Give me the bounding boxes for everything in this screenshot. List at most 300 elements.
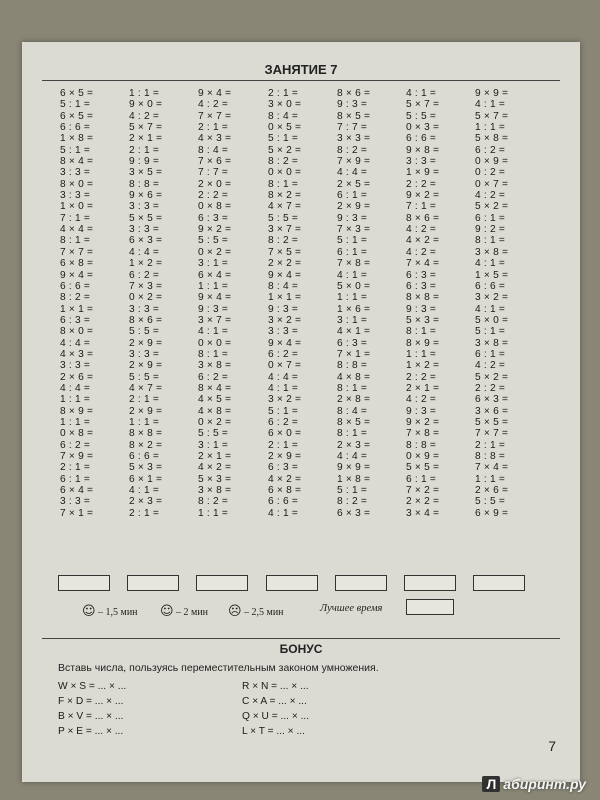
- exercise-item: 6 × 0 =: [268, 428, 302, 440]
- exercise-item: 5 : 5 =: [198, 235, 229, 247]
- exercise-item: 4 : 4 =: [337, 167, 368, 179]
- exercise-item: 3 : 3 =: [268, 326, 299, 338]
- exercise-column: [129, 88, 191, 519]
- exercise-item: 9 × 0 =: [129, 99, 163, 111]
- exercise-item: 9 : 3 =: [198, 303, 229, 315]
- exercise-item: 2 × 2 =: [406, 496, 440, 508]
- exercise-item: 0 × 3 =: [406, 122, 440, 134]
- exercise-item: 7 × 7 =: [60, 246, 94, 258]
- answer-box[interactable]: [58, 575, 110, 591]
- exercise-item: 2 × 9 =: [268, 451, 302, 462]
- exercise-item: 7 × 7 =: [198, 110, 232, 122]
- exercise-item: 5 : 5 =: [475, 496, 506, 508]
- exercise-item: 7 × 9 =: [60, 451, 94, 462]
- exercise-item: 3 × 2 =: [268, 394, 302, 406]
- exercise-item: 6 : 6 =: [268, 496, 299, 508]
- exercise-item: 9 × 4 =: [198, 88, 232, 99]
- exercise-item: 5 × 3 =: [129, 462, 163, 474]
- exercise-item: 5 : 5 =: [129, 371, 160, 383]
- exercise-item: 4 × 2 =: [198, 462, 232, 474]
- exercise-item: 1 × 2 =: [406, 360, 440, 372]
- exercise-item: 1 : 1 =: [129, 416, 160, 428]
- bonus-title: БОНУС: [279, 642, 323, 656]
- bonus-row: R × N = ... × ...: [242, 681, 309, 692]
- exercise-item: 2 × 3 =: [129, 496, 163, 508]
- exercise-item: 6 : 2 =: [60, 439, 91, 451]
- exercise-item: 7 × 2 =: [406, 485, 440, 497]
- exercise-item: 9 : 3 =: [268, 303, 299, 315]
- exercise-item: 4 × 5 =: [198, 394, 232, 406]
- exercise-item: 5 × 3 =: [198, 473, 232, 485]
- exercise-item: 1 × 0 =: [60, 201, 94, 213]
- exercise-item: 3 × 7 =: [268, 224, 302, 236]
- exercise-item: 4 × 8 =: [198, 405, 232, 417]
- exercise-item: 3 × 2 =: [268, 314, 302, 326]
- exercise-item: 4 : 4 =: [60, 382, 91, 394]
- exercise-item: 4 : 4 =: [129, 246, 160, 258]
- exercise-item: 8 : 2 =: [198, 496, 229, 508]
- exercise-item: 6 : 1 =: [337, 246, 368, 258]
- answer-box[interactable]: [335, 575, 387, 591]
- exercise-item: 7 × 1 =: [60, 507, 94, 519]
- best-time-label: Лучшее время: [320, 603, 383, 614]
- exercise-item: 9 : 9 =: [129, 156, 160, 168]
- exercise-item: 3 × 3 =: [337, 133, 371, 145]
- exercise-column: [268, 88, 330, 519]
- exercise-item: 1 : 1 =: [406, 348, 437, 360]
- exercise-item: 8 : 8 =: [475, 451, 506, 462]
- exercise-item: 4 : 1 =: [268, 382, 299, 394]
- exercise-item: 4 × 7 =: [129, 382, 163, 394]
- exercise-item: 3 : 3 =: [60, 360, 91, 372]
- exercise-item: 6 : 3 =: [337, 337, 368, 349]
- exercise-item: 1 × 8 =: [337, 473, 371, 485]
- exercise-item: 5 : 1 =: [268, 405, 299, 417]
- exercise-item: 2 : 2 =: [475, 382, 506, 394]
- legend-medium: – 2 мин: [176, 607, 209, 618]
- watermark-text: абиринт.ру: [503, 776, 586, 792]
- exercise-item: 1 : 1 =: [60, 394, 91, 406]
- exercise-item: 4 : 2 =: [475, 190, 506, 202]
- answer-box[interactable]: [266, 575, 318, 591]
- exercise-column: [198, 88, 260, 519]
- exercise-item: 6 × 9 =: [475, 507, 509, 519]
- exercise-item: 6 × 4 =: [198, 269, 232, 281]
- exercise-item: 2 : 1 =: [268, 88, 299, 99]
- exercise-item: 7 : 1 =: [60, 212, 91, 224]
- bonus-row: L × T = ... × ...: [242, 726, 305, 737]
- exercise-item: 6 : 6 =: [406, 133, 437, 145]
- answer-box[interactable]: [127, 575, 179, 591]
- exercise-item: 9 × 4 =: [268, 337, 302, 349]
- exercise-item: 4 : 4 =: [337, 451, 368, 462]
- exercise-item: 6 : 6 =: [129, 451, 160, 462]
- exercise-item: 8 : 8 =: [337, 360, 368, 372]
- exercise-item: 1 : 1 =: [337, 292, 368, 304]
- exercise-item: 9 : 2 =: [475, 224, 506, 236]
- exercise-item: 8 : 1 =: [268, 178, 299, 190]
- bonus-row: Q × U = ... × ...: [242, 711, 310, 722]
- exercise-item: 1 × 1 =: [60, 303, 94, 315]
- exercise-item: 5 : 5 =: [406, 110, 437, 122]
- exercise-item: 7 × 3 =: [337, 224, 371, 236]
- exercise-item: 6 : 6 =: [60, 280, 91, 292]
- exercise-item: 7 × 3 =: [129, 280, 163, 292]
- exercise-item: 8 × 5 =: [337, 110, 371, 122]
- exercise-item: 8 : 4 =: [268, 280, 299, 292]
- bonus-instruction: Вставь числа, пользуясь переместительным законом умножения.: [58, 662, 379, 674]
- exercise-item: 8 : 8 =: [406, 439, 437, 451]
- exercise-item: 6 : 3 =: [406, 280, 437, 292]
- exercise-item: 5 : 1 =: [475, 326, 506, 338]
- exercise-item: 8 × 4 =: [60, 156, 94, 168]
- exercise-item: 6 : 2 =: [475, 144, 506, 156]
- neutral-face-icon: ☺: [160, 604, 174, 619]
- exercise-item: 2 × 1 =: [129, 133, 163, 145]
- exercise-item: 8 : 4 =: [268, 110, 299, 122]
- exercise-item: 2 × 1 =: [198, 451, 232, 462]
- exercise-item: 3 : 3 =: [60, 190, 91, 202]
- exercise-item: 3 × 2 =: [475, 292, 509, 304]
- answer-box[interactable]: [196, 575, 248, 591]
- exercise-item: 2 : 1 =: [129, 507, 160, 519]
- exercise-item: 5 : 5 =: [268, 212, 299, 224]
- exercise-item: 4 : 2 =: [475, 360, 506, 372]
- exercise-item: 1 × 2 =: [129, 258, 163, 270]
- exercise-item: 6 : 1 =: [337, 190, 368, 202]
- exercise-item: 8 × 5 =: [337, 416, 371, 428]
- legend-fast: – 1,5 мин: [98, 607, 138, 618]
- exercise-item: 5 : 1 =: [60, 99, 91, 111]
- exercise-item: 5 × 5 =: [475, 416, 509, 428]
- exercise-item: 6 : 1 =: [60, 473, 91, 485]
- exercise-item: 3 × 7 =: [198, 314, 232, 326]
- exercise-item: 0 × 2 =: [129, 292, 163, 304]
- exercise-item: 8 × 8 =: [406, 292, 440, 304]
- exercise-item: 9 : 3 =: [406, 405, 437, 417]
- exercise-item: 4 : 1 =: [406, 88, 437, 99]
- exercise-item: 6 × 5 =: [60, 110, 94, 122]
- exercise-item: 1 : 1 =: [60, 416, 91, 428]
- exercise-item: 9 × 9 =: [475, 88, 509, 99]
- exercise-item: 0 × 2 =: [198, 246, 232, 258]
- exercise-item: 3 × 8 =: [198, 360, 232, 372]
- exercise-item: 8 : 2 =: [268, 235, 299, 247]
- watermark-logo: Л: [482, 776, 500, 792]
- exercise-item: 8 : 1 =: [406, 326, 437, 338]
- exercise-item: 7 : 1 =: [406, 201, 437, 213]
- exercise-item: 2 × 6 =: [60, 371, 94, 383]
- exercise-item: 2 : 2 =: [406, 371, 437, 383]
- exercise-item: 3 : 1 =: [337, 314, 368, 326]
- exercise-column: [406, 88, 468, 519]
- exercise-item: 1 : 1 =: [129, 88, 160, 99]
- exercise-item: 3 : 1 =: [198, 439, 229, 451]
- exercise-item: 5 × 7 =: [129, 122, 163, 134]
- exercise-item: 5 : 5 =: [129, 326, 160, 338]
- exercise-item: 9 : 3 =: [337, 212, 368, 224]
- bonus-left-column: [58, 679, 126, 739]
- exercise-item: 2 : 1 =: [129, 144, 160, 156]
- exercise-item: 2 × 6 =: [475, 485, 509, 497]
- exercise-item: 6 × 8 =: [60, 258, 94, 270]
- exercise-column: [60, 88, 122, 519]
- exercise-item: 9 × 4 =: [198, 292, 232, 304]
- exercise-item: 7 : 7 =: [337, 122, 368, 134]
- exercise-item: 4 : 1 =: [475, 303, 506, 315]
- exercise-item: 3 × 8 =: [198, 485, 232, 497]
- exercise-item: 2 : 2 =: [198, 190, 229, 202]
- exercise-item: 2 : 1 =: [60, 462, 91, 474]
- exercise-item: 7 × 1 =: [337, 348, 371, 360]
- exercise-item: 8 × 6 =: [406, 212, 440, 224]
- exercise-item: 1 × 6 =: [337, 303, 371, 315]
- exercise-item: 4 : 1 =: [268, 507, 299, 519]
- exercise-item: 3 : 3 =: [60, 167, 91, 179]
- exercise-item: 0 × 9 =: [406, 451, 440, 462]
- exercise-item: 8 × 0 =: [60, 326, 94, 338]
- exercise-item: 5 : 1 =: [268, 133, 299, 145]
- exercise-item: 5 × 5 =: [406, 462, 440, 474]
- exercise-item: 6 : 2 =: [268, 348, 299, 360]
- exercise-item: 7 × 9 =: [337, 156, 371, 168]
- exercise-item: 6 : 3 =: [198, 212, 229, 224]
- exercise-item: 2 : 1 =: [475, 439, 506, 451]
- exercise-item: 8 : 4 =: [337, 405, 368, 417]
- exercise-item: 0 × 8 =: [198, 201, 232, 213]
- exercise-item: 9 × 6 =: [129, 190, 163, 202]
- exercise-item: 9 × 9 =: [337, 462, 371, 474]
- exercise-item: 6 × 3 =: [337, 507, 371, 519]
- exercise-item: 8 : 1 =: [198, 348, 229, 360]
- exercise-item: 5 × 2 =: [268, 144, 302, 156]
- exercise-item: 5 × 0 =: [337, 280, 371, 292]
- exercise-item: 1 × 1 =: [268, 292, 302, 304]
- exercise-item: 3 × 8 =: [475, 246, 509, 258]
- exercise-item: 8 : 1 =: [337, 382, 368, 394]
- exercise-item: 6 : 3 =: [60, 314, 91, 326]
- sad-face-icon: ☹: [228, 604, 242, 619]
- exercise-item: 4 : 2 =: [129, 110, 160, 122]
- exercise-item: 8 × 9 =: [60, 405, 94, 417]
- exercise-item: 3 : 3 =: [60, 496, 91, 508]
- exercise-item: 3 × 4 =: [406, 507, 440, 519]
- exercise-item: 1 × 5 =: [475, 269, 509, 281]
- exercise-item: 3 × 6 =: [475, 405, 509, 417]
- exercise-item: 2 × 9 =: [129, 337, 163, 349]
- exercise-item: 8 : 4 =: [198, 144, 229, 156]
- exercise-item: 8 × 9 =: [406, 337, 440, 349]
- exercise-item: 7 : 7 =: [198, 167, 229, 179]
- exercise-item: 9 × 2 =: [406, 416, 440, 428]
- exercise-item: 7 × 4 =: [406, 258, 440, 270]
- exercise-item: 6 × 5 =: [60, 88, 94, 99]
- smile-face-icon: ☺: [82, 604, 96, 619]
- bonus-divider: [42, 638, 560, 639]
- page-title: ЗАНЯТИЕ 7: [264, 62, 338, 77]
- exercise-item: 5 × 7 =: [475, 110, 509, 122]
- exercise-item: 2 : 2 =: [406, 178, 437, 190]
- exercise-item: 9 × 8 =: [406, 144, 440, 156]
- exercise-item: 8 × 0 =: [60, 178, 94, 190]
- exercise-item: 6 : 2 =: [268, 416, 299, 428]
- exercise-item: 7 × 6 =: [198, 156, 232, 168]
- exercise-item: 7 × 8 =: [406, 428, 440, 440]
- exercise-item: 0 × 9 =: [475, 156, 509, 168]
- bonus-row: B × V = ... × ...: [58, 711, 124, 722]
- exercise-item: 2 × 1 =: [406, 382, 440, 394]
- exercise-item: 9 × 2 =: [198, 224, 232, 236]
- exercise-item: 8 × 2 =: [268, 190, 302, 202]
- bonus-row: W × S = ... × ...: [58, 681, 127, 692]
- exercise-item: 4 × 2 =: [268, 473, 302, 485]
- exercise-item: 6 × 8 =: [268, 485, 302, 497]
- exercise-item: 4 × 3 =: [60, 348, 94, 360]
- watermark: [482, 776, 586, 792]
- bonus-row: P × E = ... × ...: [58, 726, 124, 737]
- exercise-item: 4 × 3 =: [198, 133, 232, 145]
- exercise-item: 0 × 0 =: [198, 337, 232, 349]
- exercise-item: 8 : 2 =: [337, 144, 368, 156]
- exercise-item: 8 : 2 =: [60, 292, 91, 304]
- legend-slow: – 2,5 мин: [244, 607, 284, 618]
- exercise-item: 0 × 2 =: [198, 416, 232, 428]
- exercise-item: 8 × 6 =: [129, 314, 163, 326]
- exercise-item: 3 × 8 =: [475, 337, 509, 349]
- exercise-item: 6 : 2 =: [129, 269, 160, 281]
- exercise-item: 2 : 1 =: [129, 394, 160, 406]
- exercise-item: 1 : 1 =: [198, 280, 229, 292]
- exercise-item: 6 : 1 =: [406, 473, 437, 485]
- exercise-item: 6 × 4 =: [60, 485, 94, 497]
- exercise-item: 4 : 4 =: [60, 337, 91, 349]
- exercise-item: 3 : 3 =: [406, 156, 437, 168]
- exercise-item: 7 × 5 =: [268, 246, 302, 258]
- exercise-item: 6 : 6 =: [60, 122, 91, 134]
- exercise-item: 6 × 3 =: [475, 394, 509, 406]
- exercise-item: 5 : 1 =: [60, 144, 91, 156]
- exercise-item: 7 × 8 =: [337, 258, 371, 270]
- exercise-item: 7 × 7 =: [475, 428, 509, 440]
- exercise-item: 5 × 7 =: [406, 99, 440, 111]
- exercise-item: 4 : 4 =: [268, 371, 299, 383]
- exercise-item: 3 : 3 =: [129, 303, 160, 315]
- exercise-item: 4 × 8 =: [337, 371, 371, 383]
- exercise-item: 4 × 4 =: [60, 224, 94, 236]
- exercise-column: [337, 88, 399, 519]
- exercise-column: [475, 88, 537, 519]
- exercise-item: 2 : 1 =: [268, 439, 299, 451]
- exercise-item: 8 × 8 =: [129, 428, 163, 440]
- exercise-item: 8 : 1 =: [475, 235, 506, 247]
- exercise-item: 6 : 1 =: [475, 212, 506, 224]
- exercise-item: 8 × 2 =: [129, 439, 163, 451]
- exercise-item: 8 : 2 =: [268, 156, 299, 168]
- exercise-item: 5 × 8 =: [475, 133, 509, 145]
- exercise-item: 2 × 9 =: [129, 405, 163, 417]
- exercise-item: 9 : 3 =: [406, 303, 437, 315]
- exercise-item: 5 : 5 =: [198, 428, 229, 440]
- best-time-box[interactable]: [406, 599, 454, 615]
- exercise-item: 4 × 2 =: [406, 235, 440, 247]
- exercise-item: 0 : 2 =: [475, 167, 506, 179]
- bonus-row: F × D = ... × ...: [58, 696, 124, 707]
- exercise-item: 0 × 7 =: [475, 178, 509, 190]
- exercise-item: 1 × 9 =: [406, 167, 440, 179]
- page-number: 7: [548, 738, 556, 754]
- exercise-item: 6 × 3 =: [129, 235, 163, 247]
- worksheet-page: [22, 42, 580, 782]
- exercise-item: 0 × 8 =: [60, 428, 94, 440]
- exercise-item: 5 × 2 =: [475, 371, 509, 383]
- exercise-item: 4 : 2 =: [406, 224, 437, 236]
- exercise-item: 8 : 1 =: [60, 235, 91, 247]
- exercise-item: 9 × 4 =: [60, 269, 94, 281]
- exercise-item: 0 × 0 =: [268, 167, 302, 179]
- exercise-item: 1 : 1 =: [475, 473, 506, 485]
- exercise-item: 4 × 1 =: [337, 326, 371, 338]
- exercise-item: 1 : 1 =: [198, 507, 229, 519]
- exercise-item: 3 : 3 =: [129, 201, 160, 213]
- exercise-item: 6 × 1 =: [129, 473, 163, 485]
- exercise-item: 9 × 4 =: [268, 269, 302, 281]
- exercise-item: 6 : 3 =: [268, 462, 299, 474]
- exercise-item: 8 × 4 =: [198, 382, 232, 394]
- exercise-item: 7 × 4 =: [475, 462, 509, 474]
- exercise-item: 0 × 7 =: [268, 360, 302, 372]
- exercise-item: 2 × 0 =: [198, 178, 232, 190]
- exercise-item: 5 × 0 =: [475, 314, 509, 326]
- exercise-item: 8 : 1 =: [337, 428, 368, 440]
- exercise-item: 5 × 2 =: [475, 201, 509, 213]
- exercise-item: 3 : 1 =: [198, 258, 229, 270]
- exercise-item: 5 × 5 =: [129, 212, 163, 224]
- exercise-item: 4 : 1 =: [198, 326, 229, 338]
- exercise-item: 3 × 5 =: [129, 167, 163, 179]
- exercise-item: 6 : 2 =: [198, 371, 229, 383]
- exercise-item: 3 : 3 =: [129, 348, 160, 360]
- exercise-item: 5 : 1 =: [337, 235, 368, 247]
- exercise-item: 8 : 8 =: [129, 178, 160, 190]
- answer-box[interactable]: [473, 575, 525, 591]
- exercise-item: 2 × 3 =: [337, 439, 371, 451]
- exercise-item: 9 : 3 =: [337, 99, 368, 111]
- exercise-item: 5 : 1 =: [337, 485, 368, 497]
- exercise-item: 2 × 9 =: [337, 201, 371, 213]
- exercise-item: 4 : 1 =: [475, 258, 506, 270]
- bonus-row: C × A = ... × ...: [242, 696, 307, 707]
- exercise-item: 3 × 0 =: [268, 99, 302, 111]
- exercise-item: 4 : 1 =: [475, 99, 506, 111]
- exercise-item: 6 : 3 =: [406, 269, 437, 281]
- exercise-item: 4 : 1 =: [129, 485, 160, 497]
- answer-box[interactable]: [404, 575, 456, 591]
- exercise-item: 8 × 6 =: [337, 88, 371, 99]
- exercise-item: 5 × 3 =: [406, 314, 440, 326]
- exercise-item: 2 : 1 =: [198, 122, 229, 134]
- bonus-right-column: [242, 679, 309, 739]
- exercise-item: 1 × 8 =: [60, 133, 94, 145]
- top-divider: [42, 80, 560, 81]
- exercise-item: 4 : 2 =: [406, 246, 437, 258]
- exercise-item: 4 : 1 =: [337, 269, 368, 281]
- exercise-item: 3 : 3 =: [129, 224, 160, 236]
- exercise-item: 2 × 9 =: [129, 360, 163, 372]
- exercise-item: 6 : 6 =: [475, 280, 506, 292]
- exercise-item: 4 : 2 =: [406, 394, 437, 406]
- exercise-item: 4 : 2 =: [198, 99, 229, 111]
- exercise-item: 2 × 2 =: [268, 258, 302, 270]
